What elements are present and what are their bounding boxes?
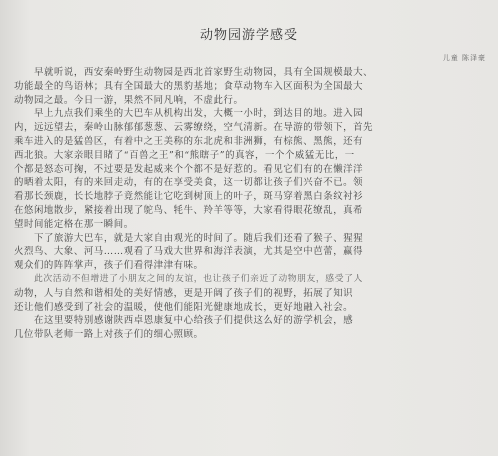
- text-line: 早上九点我们乘坐的大巴车从机构出发，大概一小时，到达目的地。进入园: [34, 108, 364, 120]
- text-line: 望时间能定格在那一瞬间。: [14, 218, 134, 230]
- author-line: 儿童 陈泽豪: [442, 54, 486, 62]
- text-line: 动物，人与自然和谐相处的美好情感，更是开阔了孩子们的视野，拓展了知识: [14, 287, 354, 299]
- text-line: 动物园之最。今日一游，果然不同凡响，不虚此行。: [14, 94, 244, 106]
- text-line: 在这里要特别感谢陕西卓恩康复中心给孩子们提供这么好的游学机会，感: [34, 315, 354, 327]
- document-title: 动物园游学感受: [199, 28, 298, 43]
- document-body: [14, 66, 494, 342]
- text-line: 看那长颈鹿，长长地脖子竟然能让它吃到树顶上的叶子，斑马穿着黑白条纹衬衫: [14, 191, 364, 203]
- text-line: 西北狼。大家亲眼目睹了“百兽之王”和“熊瞎子”的真容，一个个威猛无比，一: [14, 149, 355, 161]
- text-line: 观众们的阵阵掌声，孩子们看得津津有味。: [14, 260, 204, 272]
- text-line: 几位带队老师一路上对孩子们的细心照顾。: [14, 329, 204, 341]
- text-line: 功能最全的鸟语林；具有全国最大的黑豹基地；食草动物车入区面积为全国最大: [14, 80, 364, 92]
- text-line: 的晒着太阳，有的来回走动，有的在享受美食，这一切都让孩子们兴奋不已。领: [14, 177, 364, 189]
- text-line: 还让他们感受到了社会的温暖，使他们能阳光健康地成长，更好地融入社会。: [14, 301, 354, 313]
- text-line: 早就听说，西安秦岭野生动物园是西北首家野生动物园，具有全国规模最大、: [34, 67, 374, 78]
- text-line: 此次活动不但增进了小朋友之间的友谊，也让孩子们亲近了动物朋友，感受了人: [34, 273, 363, 284]
- text-line: 在悠闲地散步，紧接着出现了鸵鸟、牦牛、羚羊等等，大家看得眼花缭乱，真希: [14, 204, 364, 216]
- text-line: 内，远远望去，秦岭山脉郁郁葱葱、云雾缭绕，空气清新。在导游的带领下，首先: [14, 122, 374, 134]
- text-line: 乘车进入的是猛兽区，有着中之王美称的东北虎和非洲狮，有棕熊、黑熊，还有: [14, 135, 364, 147]
- text-line: 个都是怒态可掬，不过要是发起威来个个都不是好惹的。看见它们有的在懒洋洋: [14, 163, 364, 175]
- text-line: 火烈鸟、大象、河马……观看了马戏大世界和海洋表演，尤其是空中芭蕾，赢得: [14, 246, 364, 258]
- text-line: 下了旅游大巴车，就是大家自由观光的时间了。随后我们还看了猴子、猩猩: [34, 232, 364, 244]
